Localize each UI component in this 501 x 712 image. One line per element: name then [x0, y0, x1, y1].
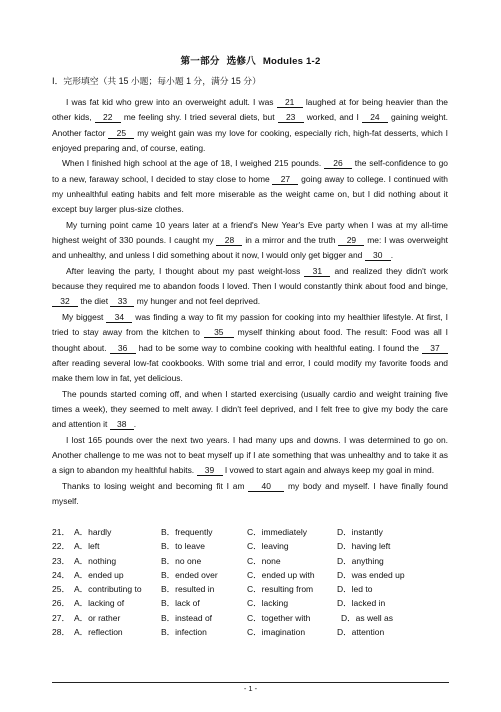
paragraph-2 — [52, 156, 448, 217]
option-b: B．resulted in — [161, 584, 215, 595]
text: laughed at for being heavier than the other kids, — [52, 97, 448, 123]
text: and realized they didn't work because they required me to abandon foods I loved. Then I would constantly think about food and binge, — [52, 265, 448, 292]
text: My biggest — [62, 311, 104, 322]
question-number: 24． — [52, 569, 70, 580]
text: When I finished high school at the age of 18, I weighed 215 pounds. — [62, 158, 322, 169]
blank-27: 27 — [272, 174, 298, 185]
page-title — [0, 53, 501, 67]
question-number: 25． — [52, 584, 70, 595]
text: the diet — [80, 296, 109, 307]
option-row — [52, 526, 452, 540]
option-a: A．lacking of — [74, 598, 125, 609]
option-c: C．none — [247, 555, 281, 566]
option-a: A．nothing — [74, 555, 117, 566]
option-row — [52, 569, 452, 583]
option-row — [52, 540, 452, 554]
text: I lost 165 pounds over the next two years. I had many ups and downs. I was determined to go on. Another challenge to me was not to beat myself up if I ate something that was unhealthy and to take it as a sign to abandon my healthful habits. — [52, 434, 448, 476]
blank-24: 24 — [362, 112, 388, 123]
blank-31: 31 — [304, 266, 330, 277]
paragraph-6 — [52, 387, 448, 433]
title-part: 第一部分 — [180, 56, 220, 67]
blank-36: 36 — [110, 343, 136, 354]
option-a: A．left — [74, 541, 100, 552]
option-c: C．together with — [247, 612, 311, 623]
text: in a mirror and the truth — [245, 235, 336, 246]
paragraph-7 — [52, 433, 448, 479]
blank-25: 25 — [108, 128, 134, 139]
option-c: C．imagination — [247, 627, 306, 638]
question-number: 23． — [52, 555, 70, 566]
title-unit: 选修八 — [226, 56, 256, 67]
blank-32: 32 — [52, 296, 78, 307]
text: had to be some way to combine cooking with healthful eating. I found the — [138, 342, 419, 353]
paragraph-1 — [52, 95, 448, 156]
paragraph-8 — [52, 479, 448, 510]
option-c: C．immediately — [247, 527, 307, 537]
option-b: B．instead of — [161, 612, 213, 623]
text: Thanks to losing weight and becoming fit I am — [62, 480, 245, 491]
option-b: B．ended over — [161, 569, 218, 580]
text: My turning point came 10 years later at a friend's New Year's Eve party when I was at my all-time highest weight of 330 pounds. I caught my — [52, 219, 448, 246]
blank-40: 40 — [248, 481, 284, 492]
option-d: D．as well as — [341, 612, 393, 623]
option-row — [52, 583, 452, 597]
footer-divider — [52, 682, 449, 683]
option-d: D．having left — [337, 541, 391, 552]
question-number: 26． — [52, 598, 70, 609]
text: The pounds started coming off, and when I started exercising (usually cardio and weight training five times a week), they seemed to melt away. I didn't feel deprived, and I felt free to give my body the care and attention it — [52, 388, 448, 430]
page-number: - 1 - — [243, 684, 258, 693]
option-d: D．led to — [337, 584, 373, 595]
paragraph-5 — [52, 310, 448, 387]
section-heading: Ⅰ．完形填空（共 15 小题；每小题 1 分，满分 15 分） — [52, 76, 261, 86]
blank-34: 34 — [106, 312, 132, 323]
blank-28: 28 — [216, 235, 242, 246]
option-b: B．no one — [161, 555, 202, 566]
option-a: A．reflection — [74, 627, 123, 638]
answer-options — [52, 526, 452, 640]
question-number: 22． — [52, 541, 70, 552]
option-c: C．leaving — [247, 541, 289, 552]
option-a: A．hardly — [74, 527, 112, 537]
text: was finding a way to fit my passion for cooking into my healthier lifestyle. At first, I tried to stay away from the kitchen to — [52, 311, 448, 338]
question-number: 27． — [52, 612, 70, 623]
option-d: D．lacked in — [337, 598, 386, 609]
text: . — [390, 250, 394, 261]
text: the self-confidence to go to a new, faraway school, I decided to stay close to home — [52, 158, 448, 184]
option-a: A．or rather — [74, 612, 121, 623]
text: worked, and I — [306, 112, 359, 123]
option-d: D．instantly — [337, 527, 383, 537]
question-number: 28． — [52, 627, 70, 638]
option-c: C．lacking — [247, 598, 289, 609]
blank-21: 21 — [277, 97, 303, 108]
blank-23: 23 — [278, 112, 304, 123]
text: after reading several low-fat cookbooks. With some trial and error, I could modify my favorite foods and make them low in fat, yet delicious. — [52, 357, 448, 384]
paragraph-4 — [52, 264, 448, 310]
cloze-passage — [52, 95, 448, 509]
option-b: B．infection — [161, 627, 207, 638]
option-a: A．contributing to — [74, 584, 142, 595]
title-modules: Modules 1-2 — [262, 56, 321, 67]
text: going away to college. I continued with my unhealthful eating habits and felt more miserable as the weight came on, but I did nothing about it except buy larger plus-size clothes. — [52, 173, 448, 215]
text: my hunger and not feel deprived. — [136, 296, 261, 307]
option-a: A．ended up — [74, 569, 124, 580]
option-c: C．resulting from — [247, 584, 314, 595]
text: gaining weight. Another factor — [52, 112, 448, 138]
text: me: I was overweight and unhealthy, and unless I did something about it now, I would only get bigger and — [52, 235, 449, 261]
blank-33: 33 — [110, 296, 134, 307]
paragraph-3 — [52, 218, 448, 264]
text: me feeling shy. I tried several diets, but — [123, 112, 275, 123]
option-b: B．to leave — [161, 541, 205, 552]
blank-39: 39 — [197, 465, 223, 476]
text: myself thinking about food. The result: Food was all I thought about. — [52, 327, 449, 353]
blank-22: 22 — [95, 112, 121, 123]
option-row — [52, 597, 452, 611]
question-number: 21． — [52, 527, 70, 537]
blank-35: 35 — [204, 327, 234, 338]
text: my weight gain was my love for cooking, especially rich, high-fat desserts, which I enjoyed preparing and, of course, eating. — [52, 127, 448, 154]
option-row — [52, 555, 452, 569]
text: After leaving the party, I thought about my past weight-loss — [66, 265, 301, 276]
text: my body and myself. I have finally found myself. — [52, 480, 448, 506]
blank-26: 26 — [324, 158, 352, 169]
option-b: B．frequently — [161, 527, 213, 537]
blank-30: 30 — [365, 250, 391, 261]
text: . — [133, 419, 137, 430]
option-row — [52, 626, 452, 640]
blank-38: 38 — [110, 419, 134, 430]
option-row — [52, 612, 452, 626]
option-d: D．anything — [337, 555, 384, 566]
option-b: B．lack of — [161, 598, 200, 609]
blank-37: 37 — [422, 343, 448, 354]
text: I was fat kid who grew into an overweight adult. I was — [66, 97, 274, 107]
option-d: D．attention — [337, 627, 385, 638]
option-d: D．was ended up — [337, 569, 405, 580]
blank-29: 29 — [338, 235, 364, 246]
option-c: C．ended up with — [247, 569, 315, 580]
text: I vowed to start again and always keep my goal in mind. — [224, 465, 435, 476]
